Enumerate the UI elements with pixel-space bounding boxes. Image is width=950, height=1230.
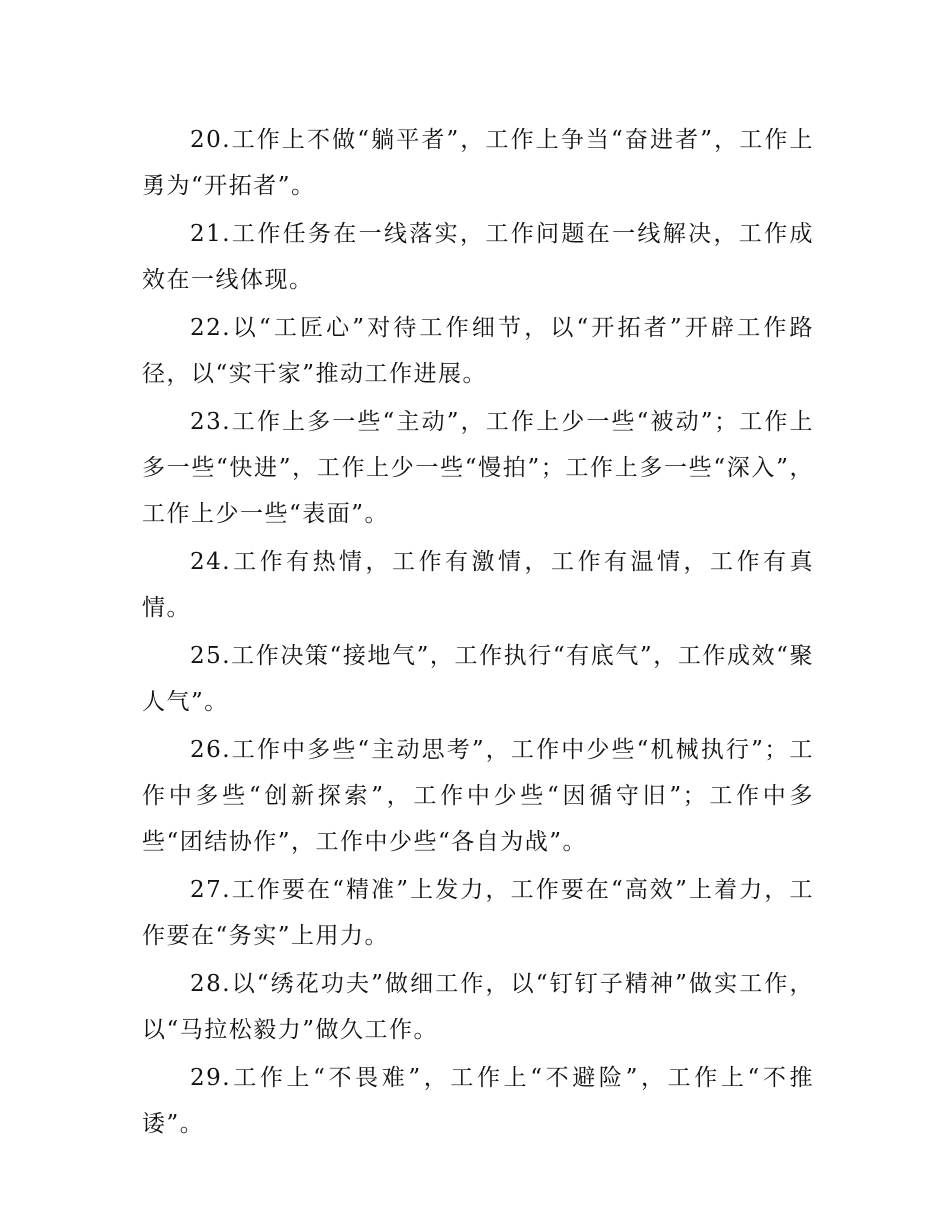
paragraph-28: 28.以“绣花功夫”做细工作，以“钉钉子精神”做实工作，以“马拉松毅力”做久工作。 [142,971,814,1043]
document-body [142,117,814,1149]
paragraph-29: 29.工作上“不畏难”，工作上“不避险”，工作上“不推诿”。 [142,1065,814,1137]
paragraph-20: 20.工作上不做“躺平者”，工作上争当“奋进者”，工作上勇为“开拓者”。 [142,127,814,199]
paragraph-22: 22.以“工匠心”对待工作细节，以“开拓者”开辟工作路径，以“实干家”推动工作进展。 [142,315,814,387]
paragraph-27: 27.工作要在“精准”上发力，工作要在“高效”上着力，工作要在“务实”上用力。 [142,877,814,949]
paragraph-26: 26.工作中多些“主动思考”，工作中少些“机械执行”；工作中多些“创新探索”，工作中少些“因循守旧”；工作中多些“团结协作”，工作中少些“各自为战”。 [142,737,814,855]
paragraph-24: 24.工作有热情，工作有激情，工作有温情，工作有真情。 [142,549,814,621]
paragraph-23: 23.工作上多一些“主动”，工作上少一些“被动”；工作上多一些“快进”，工作上少一些“慢拍”；工作上多一些“深入”，工作上少一些“表面”。 [142,409,814,527]
paragraph-25: 25.工作决策“接地气”，工作执行“有底气”，工作成效“聚人气”。 [142,643,814,715]
paragraph-21: 21.工作任务在一线落实，工作问题在一线解决，工作成效在一线体现。 [142,221,814,293]
